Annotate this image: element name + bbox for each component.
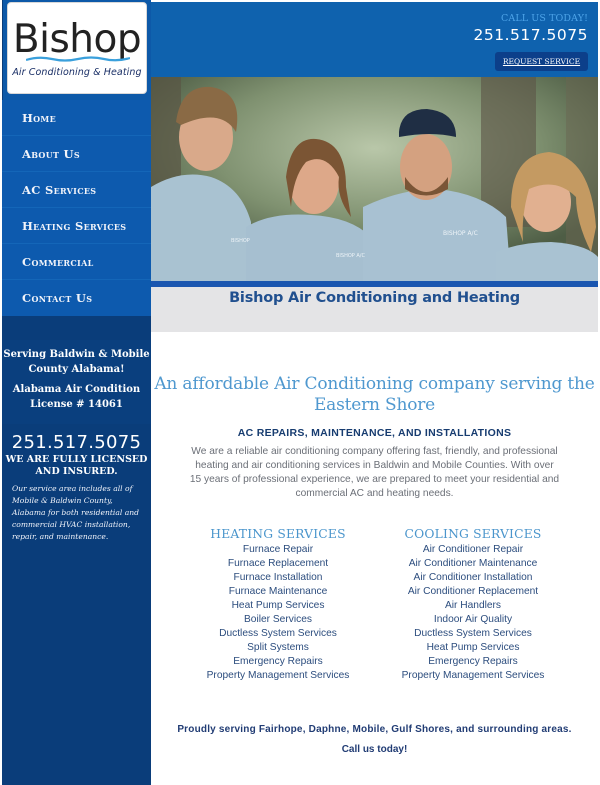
shirt-logo-text: BISHOP <box>231 238 250 244</box>
page-title-band <box>151 287 598 332</box>
logo-wave-icon <box>26 56 130 62</box>
cooling-service-item[interactable]: Air Conditioner Replacement <box>407 586 539 597</box>
serving-areas-text: Proudly serving Fairhope, Daphne, Mobile, Gulf Shores, and surrounding areas. <box>177 724 572 735</box>
logo-wordmark: Bishop <box>12 17 142 62</box>
heating-service-item[interactable]: Property Management Services <box>206 670 350 681</box>
heating-service-item[interactable]: Furnace Maintenance <box>228 586 328 597</box>
serving-text: Serving Baldwin & Mobile County Alabama! <box>3 349 150 375</box>
svg-text:BISHOP A/C: BISHOP A/C <box>336 253 365 259</box>
cooling-service-item[interactable]: Air Conditioner Installation <box>413 572 533 583</box>
cooling-service-item[interactable]: Property Management Services <box>401 670 545 681</box>
nav-item-about-us[interactable]: About Us <box>2 136 151 172</box>
nav-item-contact-us[interactable]: Contact Us <box>22 291 93 305</box>
nav-item-ac-services[interactable]: AC Services <box>2 172 151 208</box>
svg-text:BISHOP A/C: BISHOP A/C <box>443 230 478 237</box>
main-nav <box>2 100 151 316</box>
team-photo-image <box>151 77 598 281</box>
heating-service-item[interactable]: Furnace Replacement <box>227 558 329 569</box>
hero-photo <box>151 77 598 281</box>
cooling-services-column <box>383 527 563 683</box>
call-us-today-text: Call us today! <box>341 744 408 755</box>
call-us-label: CALL US TODAY! <box>500 13 588 24</box>
heating-service-item[interactable]: Furnace Repair <box>242 544 314 555</box>
heating-service-item[interactable]: Split Systems <box>247 642 309 653</box>
heating-service-item[interactable]: Furnace Installation <box>233 572 323 583</box>
site-logo[interactable] <box>7 2 147 94</box>
nav-item-home[interactable]: Home <box>2 100 151 136</box>
cooling-service-item[interactable]: Indoor Air Quality <box>433 614 513 625</box>
nav-item-commercial[interactable]: Commercial <box>2 244 151 280</box>
cooling-service-item[interactable]: Heat Pump Services <box>426 642 520 653</box>
sidebar-phone[interactable]: 251.517.5075 <box>11 432 142 453</box>
cooling-service-item[interactable]: Air Conditioner Maintenance <box>408 558 538 569</box>
heating-service-item[interactable]: Ductless System Services <box>219 628 337 639</box>
heating-services-column <box>188 527 368 683</box>
main-content <box>151 332 598 755</box>
request-service-button[interactable]: REQUEST SERVICE <box>495 52 588 71</box>
cooling-service-item[interactable]: Air Conditioner Repair <box>422 544 524 555</box>
cooling-service-item[interactable]: Ductless System Services <box>414 628 532 639</box>
service-area-box <box>2 340 151 424</box>
nav-item-heating-services[interactable]: Heating Services <box>2 208 151 244</box>
header-phone[interactable]: 251.517.5075 <box>473 26 588 44</box>
heating-service-item[interactable]: Emergency Repairs <box>233 656 323 667</box>
sidebar-contact <box>2 433 151 543</box>
heating-service-item[interactable]: Boiler Services <box>244 614 312 625</box>
cooling-services-heading: COOLING SERVICES <box>404 527 542 541</box>
intro-paragraph: We are a reliable air conditioning company offering fast, friendly, and professional heating and air conditioning services in Baldwin and Mobile Counties. With over 15 years of professional experience, we are prepared to meet your residential and commercial AC and heating needs. <box>189 446 560 499</box>
cooling-service-item[interactable]: Emergency Repairs <box>428 656 518 667</box>
service-area-text: Our service area includes all of Mobile & Baldwin County, Alabama for both residential and commercial HVAC installation, repair, and maintenance. <box>12 484 140 541</box>
license-text: Alabama Air Condition License # 14061 <box>12 384 141 410</box>
top-header <box>151 2 598 77</box>
logo-tagline: Air Conditioning & Heating <box>12 67 142 78</box>
page-title: Bishop Air Conditioning and Heating <box>229 290 520 306</box>
heating-service-item[interactable]: Heat Pump Services <box>231 600 325 611</box>
heating-services-heading: HEATING SERVICES <box>210 527 346 541</box>
services-subheading: AC REPAIRS, MAINTENANCE, AND INSTALLATIONS <box>237 427 512 439</box>
services-section <box>151 527 598 687</box>
tagline-heading: An affordable Air Conditioning company serving the Eastern Shore <box>154 374 595 415</box>
cooling-service-item[interactable]: Air Handlers <box>444 600 502 611</box>
licensed-insured-text: WE ARE FULLY LICENSED AND INSURED. <box>5 454 148 477</box>
